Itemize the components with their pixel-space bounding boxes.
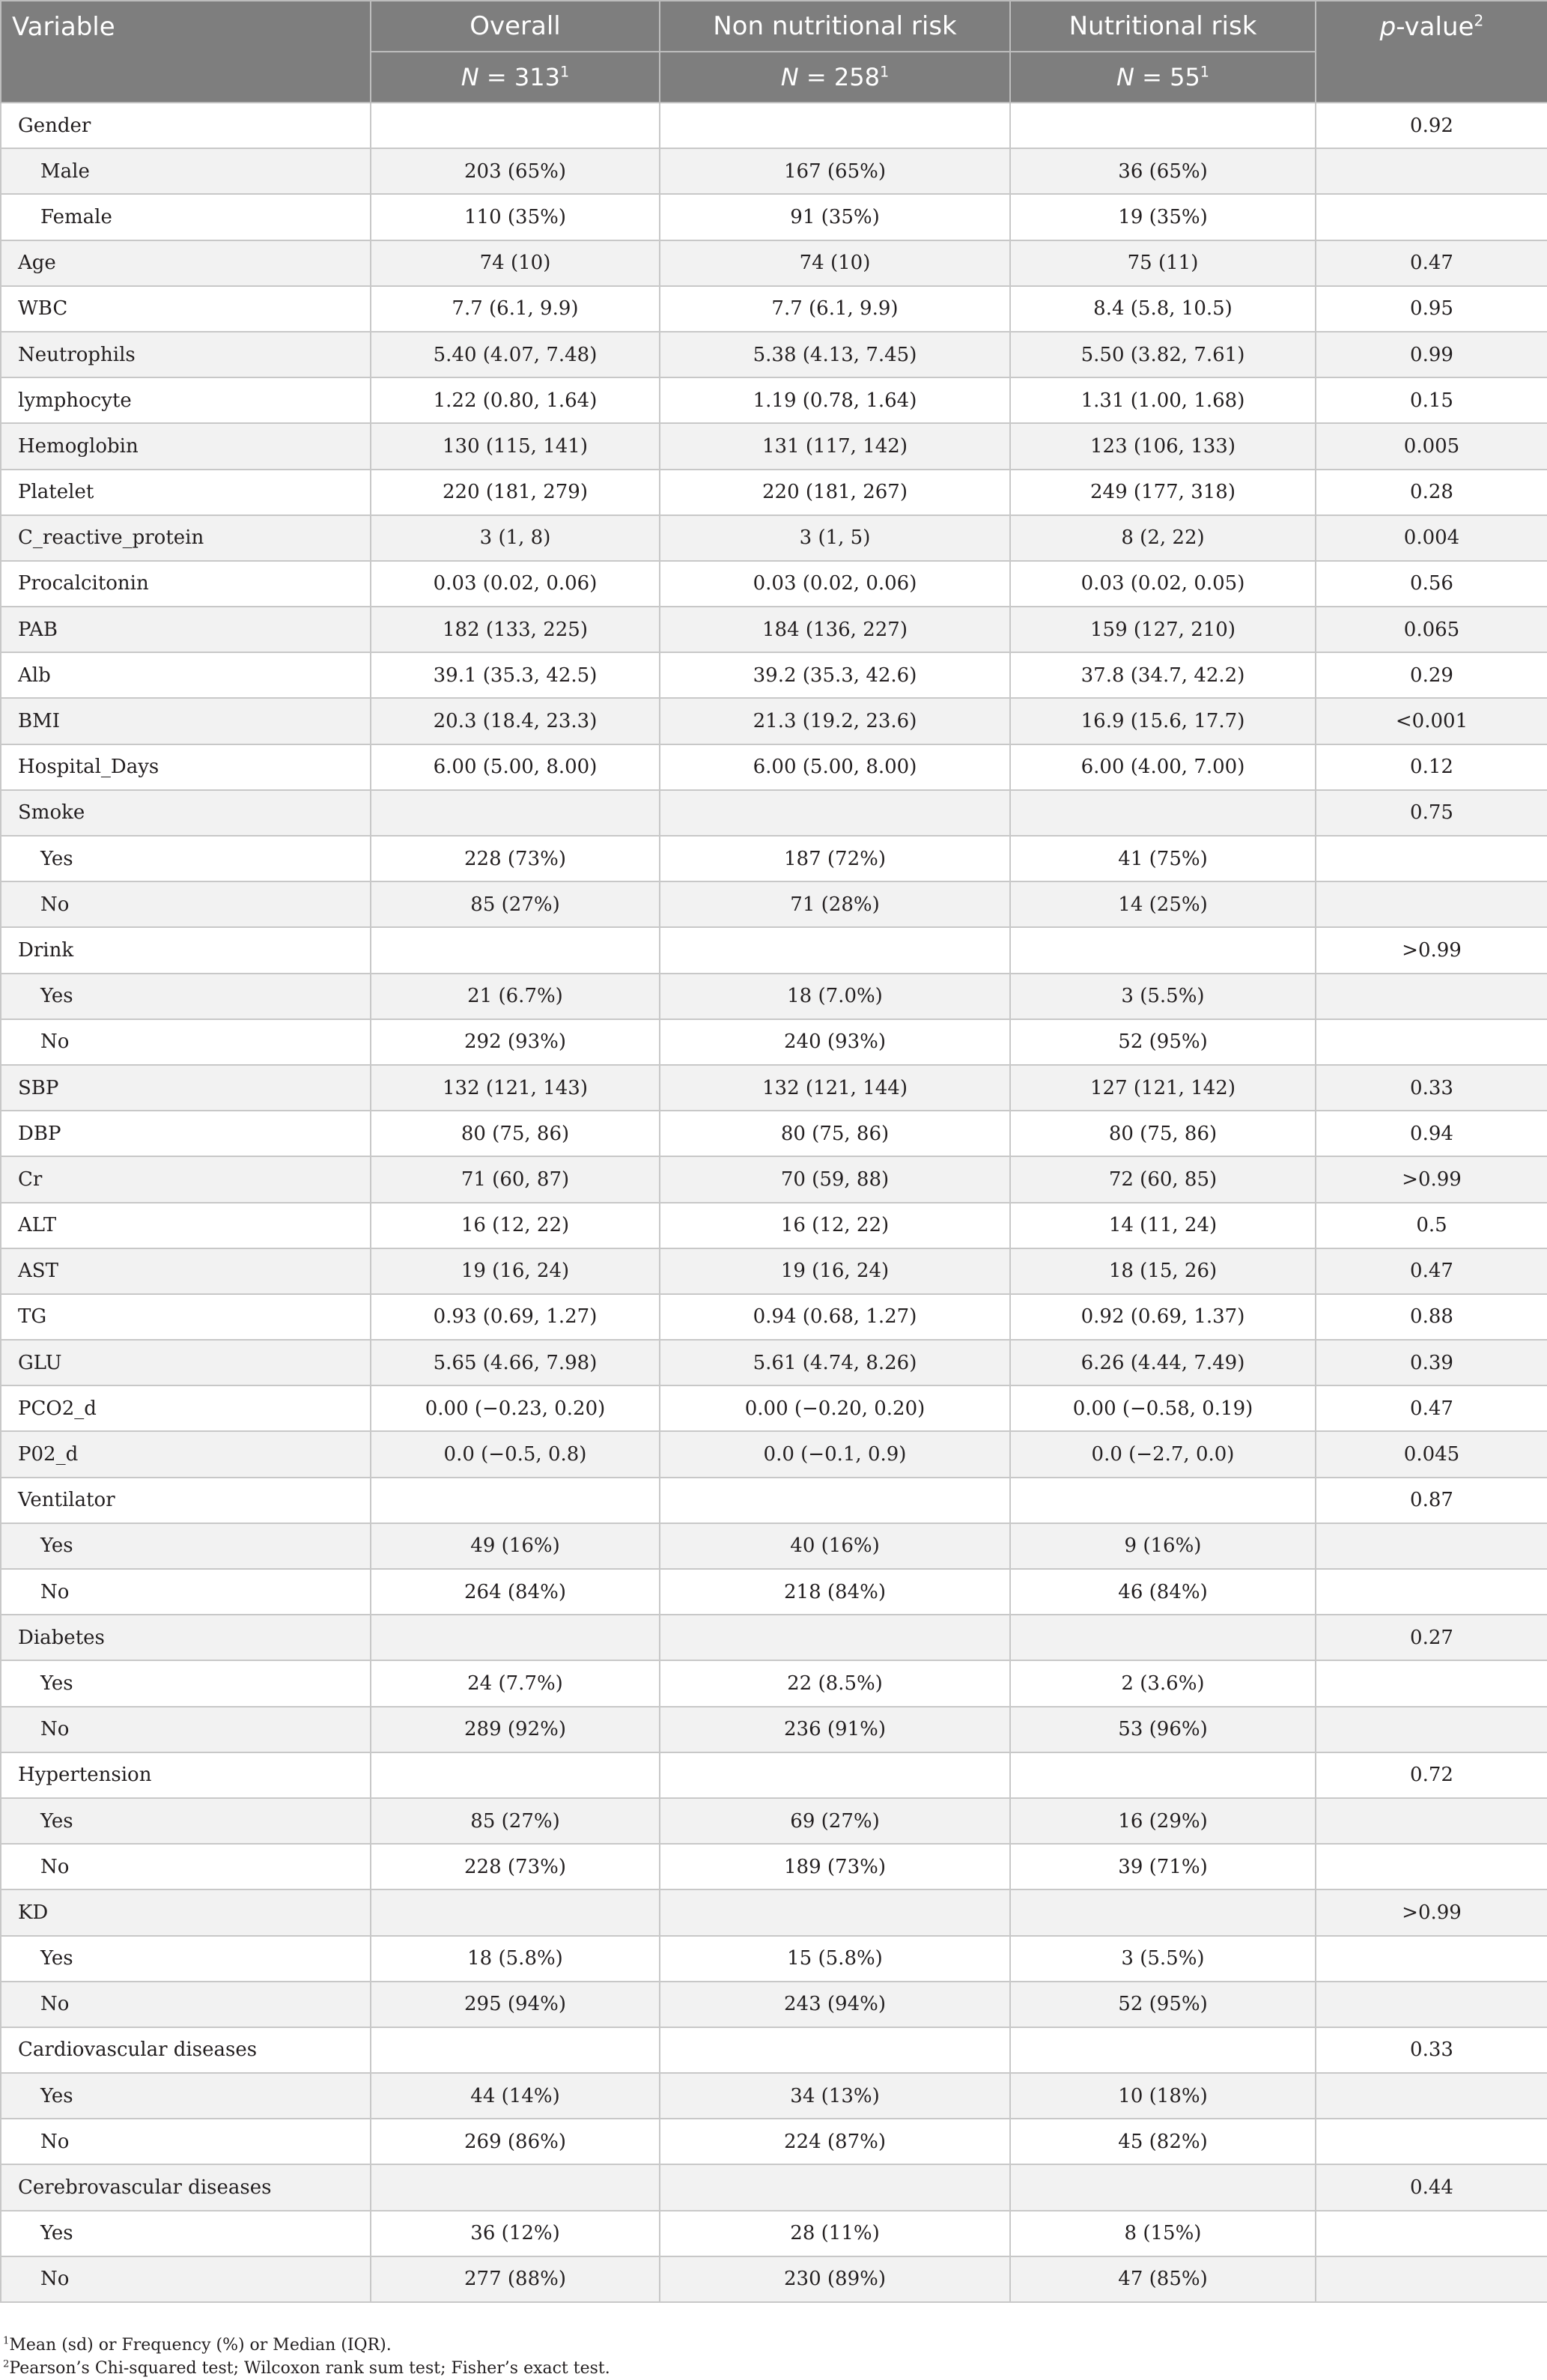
cell-variable: Gender <box>1 103 371 148</box>
cell-p-value: 0.33 <box>1316 1065 1547 1111</box>
cell-overall: 21 (6.7%) <box>371 974 660 1019</box>
cell-nutritional-risk: 9 (16%) <box>1010 1523 1316 1569</box>
table-row <box>1 1019 1547 1065</box>
cell-non-nutritional-risk: 74 (10) <box>660 240 1010 286</box>
table-row <box>1 1294 1547 1340</box>
cell-p-value: 0.44 <box>1316 2164 1547 2210</box>
cell-p-value: 0.56 <box>1316 561 1547 607</box>
table-row <box>1 240 1547 286</box>
cell-non-nutritional-risk: 69 (27%) <box>660 1798 1010 1844</box>
cell-nutritional-risk: 47 (85%) <box>1010 2256 1316 2302</box>
cell-nutritional-risk: 14 (11, 24) <box>1010 1203 1316 1248</box>
cell-non-nutritional-risk <box>660 927 1010 973</box>
table-row <box>1 286 1547 332</box>
cell-nutritional-risk: 6.26 (4.44, 7.49) <box>1010 1340 1316 1385</box>
cell-nutritional-risk <box>1010 103 1316 148</box>
cell-p-value <box>1316 148 1547 194</box>
table-row <box>1 698 1547 744</box>
cell-p-value: 0.99 <box>1316 332 1547 377</box>
cell-overall <box>371 1615 660 1660</box>
table-row <box>1 607 1547 652</box>
table-row <box>1 470 1547 515</box>
cell-variable: Diabetes <box>1 1615 371 1660</box>
cell-non-nutritional-risk <box>660 1478 1010 1523</box>
cell-nutritional-risk: 8.4 (5.8, 10.5) <box>1010 286 1316 332</box>
cell-p-value <box>1316 194 1547 240</box>
cell-nutritional-risk: 10 (18%) <box>1010 2073 1316 2119</box>
cell-p-value <box>1316 2073 1547 2119</box>
cell-nutritional-risk: 3 (5.5%) <box>1010 1936 1316 1982</box>
cell-overall: 269 (86%) <box>371 2119 660 2164</box>
cell-non-nutritional-risk: 16 (12, 22) <box>660 1203 1010 1248</box>
cell-overall: 277 (88%) <box>371 2256 660 2302</box>
cell-non-nutritional-risk: 220 (181, 267) <box>660 470 1010 515</box>
cell-p-value <box>1316 836 1547 881</box>
cell-overall: 16 (12, 22) <box>371 1203 660 1248</box>
cell-overall: 182 (133, 225) <box>371 607 660 652</box>
table-row <box>1 1248 1547 1294</box>
cell-non-nutritional-risk: 70 (59, 88) <box>660 1156 1010 1202</box>
cell-overall: 0.0 (−0.5, 0.8) <box>371 1431 660 1477</box>
cell-p-value: 0.004 <box>1316 515 1547 561</box>
cell-nutritional-risk: 8 (15%) <box>1010 2211 1316 2256</box>
cell-variable: Male <box>1 148 371 194</box>
cell-non-nutritional-risk: 19 (16, 24) <box>660 1248 1010 1294</box>
cell-nutritional-risk <box>1010 1752 1316 1798</box>
cell-p-value: >0.99 <box>1316 1889 1547 1935</box>
cell-variable: Cerebrovascular diseases <box>1 2164 371 2210</box>
table-row <box>1 652 1547 698</box>
cell-non-nutritional-risk: 34 (13%) <box>660 2073 1010 2119</box>
cell-p-value <box>1316 2119 1547 2164</box>
cell-variable: AST <box>1 1248 371 1294</box>
table-row <box>1 1340 1547 1385</box>
cell-p-value: >0.99 <box>1316 1156 1547 1202</box>
cell-p-value <box>1316 1660 1547 1706</box>
table-row <box>1 974 1547 1019</box>
cell-variable: No <box>1 1569 371 1615</box>
cell-non-nutritional-risk: 167 (65%) <box>660 148 1010 194</box>
cell-variable: KD <box>1 1889 371 1935</box>
cell-p-value <box>1316 1523 1547 1569</box>
cell-variable: Hospital_Days <box>1 744 371 790</box>
cell-nutritional-risk: 80 (75, 86) <box>1010 1111 1316 1156</box>
cell-variable: Yes <box>1 836 371 881</box>
cell-nutritional-risk: 36 (65%) <box>1010 148 1316 194</box>
cell-p-value <box>1316 2211 1547 2256</box>
cell-non-nutritional-risk <box>660 2027 1010 2073</box>
cell-overall: 39.1 (35.3, 42.5) <box>371 652 660 698</box>
cell-non-nutritional-risk: 39.2 (35.3, 42.6) <box>660 652 1010 698</box>
cell-nutritional-risk: 8 (2, 22) <box>1010 515 1316 561</box>
cell-p-value: 0.47 <box>1316 1248 1547 1294</box>
cell-variable: Hypertension <box>1 1752 371 1798</box>
cell-overall: 6.00 (5.00, 8.00) <box>371 744 660 790</box>
cell-overall: 132 (121, 143) <box>371 1065 660 1111</box>
cell-nutritional-risk: 39 (71%) <box>1010 1844 1316 1889</box>
cell-nutritional-risk: 123 (106, 133) <box>1010 423 1316 469</box>
cell-nutritional-risk: 52 (95%) <box>1010 1019 1316 1065</box>
cell-variable: WBC <box>1 286 371 332</box>
table-row <box>1 515 1547 561</box>
cell-variable: No <box>1 2119 371 2164</box>
cell-variable: GLU <box>1 1340 371 1385</box>
cell-non-nutritional-risk: 0.00 (−0.20, 0.20) <box>660 1385 1010 1431</box>
cell-overall: 0.93 (0.69, 1.27) <box>371 1294 660 1340</box>
cell-variable: BMI <box>1 698 371 744</box>
header-nutritional-risk: Nutritional risk <box>1010 1 1316 52</box>
table-row <box>1 194 1547 240</box>
cell-nutritional-risk: 0.00 (−0.58, 0.19) <box>1010 1385 1316 1431</box>
cell-variable: SBP <box>1 1065 371 1111</box>
cell-nutritional-risk <box>1010 790 1316 836</box>
cell-non-nutritional-risk: 230 (89%) <box>660 2256 1010 2302</box>
cell-variable: Age <box>1 240 371 286</box>
cell-nutritional-risk: 18 (15, 26) <box>1010 1248 1316 1294</box>
cell-p-value: 0.39 <box>1316 1340 1547 1385</box>
cell-overall: 228 (73%) <box>371 1844 660 1889</box>
cell-overall: 19 (16, 24) <box>371 1248 660 1294</box>
cell-variable: Cardiovascular diseases <box>1 2027 371 2073</box>
table-row <box>1 1660 1547 1706</box>
table-row <box>1 1752 1547 1798</box>
cell-variable: Procalcitonin <box>1 561 371 607</box>
cell-p-value: 0.27 <box>1316 1615 1547 1660</box>
table-row <box>1 1982 1547 2027</box>
cell-p-value: 0.5 <box>1316 1203 1547 1248</box>
cell-non-nutritional-risk <box>660 103 1010 148</box>
cell-nutritional-risk: 52 (95%) <box>1010 1982 1316 2027</box>
cell-overall: 228 (73%) <box>371 836 660 881</box>
cell-non-nutritional-risk: 5.38 (4.13, 7.45) <box>660 332 1010 377</box>
cell-p-value: 0.92 <box>1316 103 1547 148</box>
table-row <box>1 1203 1547 1248</box>
cell-non-nutritional-risk: 0.0 (−0.1, 0.9) <box>660 1431 1010 1477</box>
cell-overall <box>371 2027 660 2073</box>
table-row <box>1 881 1547 927</box>
cell-nutritional-risk: 249 (177, 318) <box>1010 470 1316 515</box>
cell-variable: Yes <box>1 1660 371 1706</box>
cell-variable: No <box>1 881 371 927</box>
table-row <box>1 1889 1547 1935</box>
table-row <box>1 1936 1547 1982</box>
cell-p-value <box>1316 1569 1547 1615</box>
cell-nutritional-risk: 2 (3.6%) <box>1010 1660 1316 1706</box>
table-row <box>1 2211 1547 2256</box>
cell-overall: 5.65 (4.66, 7.98) <box>371 1340 660 1385</box>
cell-p-value: 0.72 <box>1316 1752 1547 1798</box>
cell-variable: Female <box>1 194 371 240</box>
cell-non-nutritional-risk: 80 (75, 86) <box>660 1111 1010 1156</box>
cell-p-value <box>1316 1707 1547 1752</box>
cell-p-value: 0.47 <box>1316 1385 1547 1431</box>
cell-variable: Ventilator <box>1 1478 371 1523</box>
cell-non-nutritional-risk: 131 (117, 142) <box>660 423 1010 469</box>
cell-variable: Hemoglobin <box>1 423 371 469</box>
header-p-value: p-value$^2$ <box>1316 1 1547 103</box>
cell-overall: 292 (93%) <box>371 1019 660 1065</box>
cell-p-value: 0.87 <box>1316 1478 1547 1523</box>
cell-non-nutritional-risk: 3 (1, 5) <box>660 515 1010 561</box>
cell-p-value: <0.001 <box>1316 698 1547 744</box>
cell-overall: 110 (35%) <box>371 194 660 240</box>
cell-non-nutritional-risk: 1.19 (0.78, 1.64) <box>660 377 1010 423</box>
cell-p-value: 0.12 <box>1316 744 1547 790</box>
cell-overall: 20.3 (18.4, 23.3) <box>371 698 660 744</box>
cell-variable: Yes <box>1 974 371 1019</box>
table-row <box>1 423 1547 469</box>
cell-variable: PAB <box>1 607 371 652</box>
cell-overall <box>371 1478 660 1523</box>
cell-overall: 220 (181, 279) <box>371 470 660 515</box>
cell-overall: 71 (60, 87) <box>371 1156 660 1202</box>
table-row <box>1 1523 1547 1569</box>
cell-overall <box>371 1752 660 1798</box>
cell-overall: 289 (92%) <box>371 1707 660 1752</box>
cell-variable: Neutrophils <box>1 332 371 377</box>
cell-non-nutritional-risk <box>660 2164 1010 2210</box>
table-row <box>1 1844 1547 1889</box>
table-row <box>1 927 1547 973</box>
cell-non-nutritional-risk: 184 (136, 227) <box>660 607 1010 652</box>
cell-overall: 295 (94%) <box>371 1982 660 2027</box>
cell-overall: 203 (65%) <box>371 148 660 194</box>
cell-overall: 7.7 (6.1, 9.9) <box>371 286 660 332</box>
cell-non-nutritional-risk: 91 (35%) <box>660 194 1010 240</box>
header-non-nutritional-risk: Non nutritional risk <box>660 1 1010 52</box>
cell-variable: Yes <box>1 2073 371 2119</box>
table-row <box>1 2164 1547 2210</box>
cell-p-value: 0.005 <box>1316 423 1547 469</box>
table-row <box>1 836 1547 881</box>
cell-p-value: 0.94 <box>1316 1111 1547 1156</box>
cell-overall: 85 (27%) <box>371 881 660 927</box>
cell-overall <box>371 1889 660 1935</box>
table-row <box>1 377 1547 423</box>
cell-variable: No <box>1 1982 371 2027</box>
cell-overall: 264 (84%) <box>371 1569 660 1615</box>
header-variable: Variable <box>1 1 371 103</box>
cell-variable: Alb <box>1 652 371 698</box>
cell-non-nutritional-risk: 243 (94%) <box>660 1982 1010 2027</box>
table-row <box>1 561 1547 607</box>
cell-non-nutritional-risk: 15 (5.8%) <box>660 1936 1010 1982</box>
cell-nutritional-risk: 37.8 (34.7, 42.2) <box>1010 652 1316 698</box>
cell-p-value: 0.33 <box>1316 2027 1547 2073</box>
table-row <box>1 2027 1547 2073</box>
table-row <box>1 1431 1547 1477</box>
cell-non-nutritional-risk: 21.3 (19.2, 23.6) <box>660 698 1010 744</box>
table-row <box>1 1569 1547 1615</box>
table-row <box>1 744 1547 790</box>
cell-nutritional-risk: 72 (60, 85) <box>1010 1156 1316 1202</box>
cell-non-nutritional-risk <box>660 1752 1010 1798</box>
footnote-1: $^1$Mean (sd) or Frequency (%) or Median (IQR). <box>3 2335 392 2355</box>
cell-overall <box>371 103 660 148</box>
cell-overall: 80 (75, 86) <box>371 1111 660 1156</box>
cell-p-value <box>1316 1798 1547 1844</box>
table-row <box>1 2256 1547 2302</box>
cell-nutritional-risk: 46 (84%) <box>1010 1569 1316 1615</box>
header-overall-n: $N = 313^1$ <box>371 52 660 103</box>
table-row <box>1 1156 1547 1202</box>
header-overall: Overall <box>371 1 660 52</box>
cell-nutritional-risk: 159 (127, 210) <box>1010 607 1316 652</box>
cell-variable: Yes <box>1 1936 371 1982</box>
header-nutritional-risk-n: $N = 55^1$ <box>1010 52 1316 103</box>
cell-overall: 3 (1, 8) <box>371 515 660 561</box>
footnote-2: $^2$Pearson’s Chi-squared test; Wilcoxon rank sum test; Fisher’s exact test. <box>3 2358 610 2378</box>
cell-nutritional-risk <box>1010 2164 1316 2210</box>
cell-p-value: 0.88 <box>1316 1294 1547 1340</box>
cell-overall: 36 (12%) <box>371 2211 660 2256</box>
cell-nutritional-risk <box>1010 927 1316 973</box>
cell-p-value: 0.47 <box>1316 240 1547 286</box>
cell-variable: lymphocyte <box>1 377 371 423</box>
cell-non-nutritional-risk: 6.00 (5.00, 8.00) <box>660 744 1010 790</box>
cell-variable: Yes <box>1 2211 371 2256</box>
cell-variable: Yes <box>1 1523 371 1569</box>
cell-p-value <box>1316 1936 1547 1982</box>
cell-nutritional-risk: 6.00 (4.00, 7.00) <box>1010 744 1316 790</box>
cell-p-value: 0.28 <box>1316 470 1547 515</box>
cell-overall: 0.00 (−0.23, 0.20) <box>371 1385 660 1431</box>
cell-p-value: 0.15 <box>1316 377 1547 423</box>
cell-non-nutritional-risk: 22 (8.5%) <box>660 1660 1010 1706</box>
cell-overall <box>371 790 660 836</box>
cell-non-nutritional-risk <box>660 790 1010 836</box>
cell-non-nutritional-risk: 132 (121, 144) <box>660 1065 1010 1111</box>
cell-nutritional-risk: 0.0 (−2.7, 0.0) <box>1010 1431 1316 1477</box>
table-row <box>1 2119 1547 2164</box>
cell-non-nutritional-risk: 5.61 (4.74, 8.26) <box>660 1340 1010 1385</box>
cell-overall: 49 (16%) <box>371 1523 660 1569</box>
cell-overall: 74 (10) <box>371 240 660 286</box>
cell-non-nutritional-risk: 187 (72%) <box>660 836 1010 881</box>
cell-non-nutritional-risk: 236 (91%) <box>660 1707 1010 1752</box>
table-row <box>1 1707 1547 1752</box>
cell-overall: 0.03 (0.02, 0.06) <box>371 561 660 607</box>
cell-variable: Yes <box>1 1798 371 1844</box>
cell-variable: No <box>1 1707 371 1752</box>
cell-variable: Drink <box>1 927 371 973</box>
cell-p-value: 0.29 <box>1316 652 1547 698</box>
cell-variable: Cr <box>1 1156 371 1202</box>
cell-variable: No <box>1 1019 371 1065</box>
cell-nutritional-risk: 75 (11) <box>1010 240 1316 286</box>
cell-non-nutritional-risk <box>660 1615 1010 1660</box>
cell-non-nutritional-risk: 0.03 (0.02, 0.06) <box>660 561 1010 607</box>
cell-p-value <box>1316 1844 1547 1889</box>
cell-overall: 18 (5.8%) <box>371 1936 660 1982</box>
cell-nutritional-risk: 14 (25%) <box>1010 881 1316 927</box>
cell-overall: 24 (7.7%) <box>371 1660 660 1706</box>
cell-nutritional-risk: 19 (35%) <box>1010 194 1316 240</box>
cell-overall <box>371 927 660 973</box>
cell-non-nutritional-risk: 40 (16%) <box>660 1523 1010 1569</box>
cell-non-nutritional-risk: 71 (28%) <box>660 881 1010 927</box>
cell-non-nutritional-risk: 224 (87%) <box>660 2119 1010 2164</box>
table-row <box>1 1385 1547 1431</box>
cell-nutritional-risk: 3 (5.5%) <box>1010 974 1316 1019</box>
cell-non-nutritional-risk: 189 (73%) <box>660 1844 1010 1889</box>
cell-non-nutritional-risk: 28 (11%) <box>660 2211 1010 2256</box>
cell-nutritional-risk <box>1010 1615 1316 1660</box>
cell-overall <box>371 2164 660 2210</box>
table-row <box>1 148 1547 194</box>
cell-nutritional-risk: 41 (75%) <box>1010 836 1316 881</box>
cell-nutritional-risk <box>1010 2027 1316 2073</box>
cell-nutritional-risk: 53 (96%) <box>1010 1707 1316 1752</box>
cell-variable: ALT <box>1 1203 371 1248</box>
cell-non-nutritional-risk <box>660 1889 1010 1935</box>
table-row <box>1 103 1547 148</box>
cell-overall: 5.40 (4.07, 7.48) <box>371 332 660 377</box>
cell-p-value <box>1316 881 1547 927</box>
cell-p-value <box>1316 974 1547 1019</box>
cell-nutritional-risk: 0.03 (0.02, 0.05) <box>1010 561 1316 607</box>
cell-variable: TG <box>1 1294 371 1340</box>
cell-variable: P02_d <box>1 1431 371 1477</box>
cell-non-nutritional-risk: 240 (93%) <box>660 1019 1010 1065</box>
cell-non-nutritional-risk: 18 (7.0%) <box>660 974 1010 1019</box>
table-row <box>1 1065 1547 1111</box>
cell-nutritional-risk: 16 (29%) <box>1010 1798 1316 1844</box>
cell-p-value: >0.99 <box>1316 927 1547 973</box>
cell-p-value: 0.75 <box>1316 790 1547 836</box>
cell-non-nutritional-risk: 7.7 (6.1, 9.9) <box>660 286 1010 332</box>
cell-nutritional-risk <box>1010 1889 1316 1935</box>
table-row <box>1 332 1547 377</box>
cell-nutritional-risk: 0.92 (0.69, 1.37) <box>1010 1294 1316 1340</box>
cell-overall: 44 (14%) <box>371 2073 660 2119</box>
cell-overall: 130 (115, 141) <box>371 423 660 469</box>
cell-nutritional-risk <box>1010 1478 1316 1523</box>
cell-p-value: 0.045 <box>1316 1431 1547 1477</box>
cell-variable: No <box>1 1844 371 1889</box>
cell-nutritional-risk: 127 (121, 142) <box>1010 1065 1316 1111</box>
cell-non-nutritional-risk: 0.94 (0.68, 1.27) <box>660 1294 1010 1340</box>
table-row <box>1 790 1547 836</box>
cell-variable: No <box>1 2256 371 2302</box>
cell-overall: 85 (27%) <box>371 1798 660 1844</box>
cell-variable: Platelet <box>1 470 371 515</box>
cell-variable: PCO2_d <box>1 1385 371 1431</box>
table-row <box>1 1111 1547 1156</box>
cell-variable: DBP <box>1 1111 371 1156</box>
cell-nutritional-risk: 1.31 (1.00, 1.68) <box>1010 377 1316 423</box>
cell-p-value <box>1316 2256 1547 2302</box>
header-non-nutritional-risk-n: $N = 258^1$ <box>660 52 1010 103</box>
cell-nutritional-risk: 45 (82%) <box>1010 2119 1316 2164</box>
cell-variable: C_reactive_protein <box>1 515 371 561</box>
table-row <box>1 1615 1547 1660</box>
cell-p-value: 0.065 <box>1316 607 1547 652</box>
table-row <box>1 2073 1547 2119</box>
table-row <box>1 1478 1547 1523</box>
cell-variable: Smoke <box>1 790 371 836</box>
cell-p-value <box>1316 1019 1547 1065</box>
cell-nutritional-risk: 5.50 (3.82, 7.61) <box>1010 332 1316 377</box>
table-row <box>1 1798 1547 1844</box>
cell-p-value <box>1316 1982 1547 2027</box>
cell-nutritional-risk: 16.9 (15.6, 17.7) <box>1010 698 1316 744</box>
cell-non-nutritional-risk: 218 (84%) <box>660 1569 1010 1615</box>
cell-overall: 1.22 (0.80, 1.64) <box>371 377 660 423</box>
cell-p-value: 0.95 <box>1316 286 1547 332</box>
